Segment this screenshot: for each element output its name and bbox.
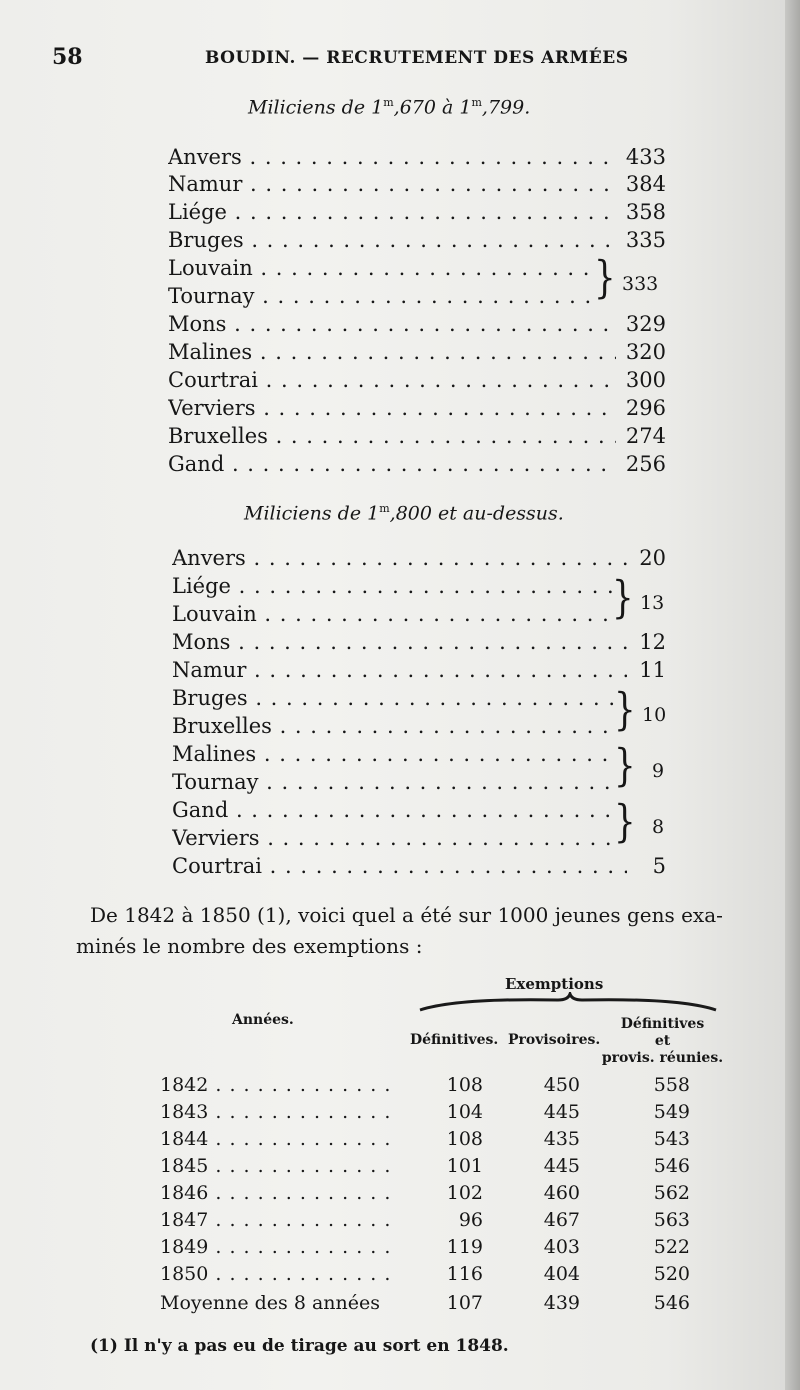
table-row: 1850 . . . 116 404 520 xyxy=(160,1263,700,1290)
section-title-2: Miliciens de 1$^m$,800 et au-dessus. xyxy=(244,502,564,525)
list-item: Tournay . . . xyxy=(168,284,666,312)
list-item: Courtrai . . . 300 xyxy=(168,368,666,396)
list-item: Mons . . . 12 xyxy=(172,630,666,658)
list-item: Gand . . . 256 xyxy=(168,452,666,480)
list-item: Namur . . . 384 xyxy=(168,172,666,200)
list-item: Courtrai . . . 5 xyxy=(172,854,666,882)
list-item: Malines . . . xyxy=(172,742,666,770)
list-item: Louvain . . . xyxy=(172,602,666,630)
brace-value: 13 xyxy=(640,592,665,614)
table-group-header: Exemptions xyxy=(505,975,604,993)
table-average-row: Moyenne des 8 années 107 439 546 xyxy=(160,1292,690,1314)
footnote: (1) Il n'y a pas eu de tirage au sort en 1848. xyxy=(90,1336,509,1356)
list-item: Bruges . . . 335 xyxy=(168,228,666,256)
page-edge-shadow xyxy=(785,0,800,1390)
list-item: Malines . . . 320 xyxy=(168,340,666,368)
list-item: Bruxelles . . . 274 xyxy=(168,424,666,452)
list-item: Liége . . . xyxy=(172,574,666,602)
list-item: Tournay . . . xyxy=(172,770,666,798)
list-item: Louvain . . . xyxy=(168,256,666,284)
column-header-definitives: Définitives. xyxy=(410,1032,499,1048)
table-row: 1844 . . . 108 435 543 xyxy=(160,1128,700,1155)
running-head: BOUDIN. — RECRUTEMENT DES ARMÉES xyxy=(205,48,629,68)
list-item: Liége . . . 358 xyxy=(168,200,666,228)
table-row: 1843 . . . 104 445 549 xyxy=(160,1101,700,1128)
brace-value: 9 xyxy=(652,760,665,782)
horizontal-brace xyxy=(418,992,718,1014)
list-item: Anvers . . . 20 xyxy=(172,546,666,574)
list-item: Namur . . . 11 xyxy=(172,658,666,686)
table-row: 1849 . . . 119 403 522 xyxy=(160,1236,700,1263)
list-item: Anvers . . . 433 xyxy=(168,145,666,173)
column-header-line: et xyxy=(654,1033,671,1049)
brace-value: 8 xyxy=(652,816,665,838)
list-item: Verviers . . . xyxy=(172,826,666,854)
table-row: 1847 . . . 96 467 563 xyxy=(160,1209,700,1236)
table-row: 1845 . . . 101 445 546 xyxy=(160,1155,700,1182)
column-header-provisoires: Provisoires. xyxy=(508,1032,601,1048)
list-item: Bruxelles . . . xyxy=(172,714,666,742)
list-item: Verviers . . . 296 xyxy=(168,396,666,424)
body-paragraph xyxy=(76,900,780,962)
paragraph-line: minés le nombre des exemptions : xyxy=(76,934,423,958)
section-title-1: Miliciens de 1$^m$,670 à 1$^m$,799. xyxy=(248,96,531,119)
list-item: Gand . . . xyxy=(172,798,666,826)
list-item: Bruges . . . xyxy=(172,686,666,714)
brace-symbol: } xyxy=(614,684,636,737)
column-header-line: Définitives xyxy=(620,1016,705,1032)
brace-symbol: } xyxy=(614,740,636,793)
column-header-years: Années. xyxy=(232,1012,294,1028)
column-header-combined xyxy=(600,1016,725,1067)
paragraph-line: De 1842 à 1850 (1), voici quel a été sur 1000 jeunes gens exa- xyxy=(90,903,723,927)
list-item: Mons . . . 329 xyxy=(168,312,666,340)
page-number: 58 xyxy=(52,44,83,70)
table-row: 1846 . . . 102 460 562 xyxy=(160,1182,700,1209)
brace-value: 333 xyxy=(622,273,659,295)
table-row: 1842 . . . 108 450 558 xyxy=(160,1074,700,1101)
brace-value: 10 xyxy=(642,704,667,726)
brace-symbol: } xyxy=(612,572,634,625)
brace-symbol: } xyxy=(614,796,636,849)
brace-symbol: } xyxy=(594,252,616,305)
column-header-line: provis. réunies. xyxy=(601,1050,724,1066)
